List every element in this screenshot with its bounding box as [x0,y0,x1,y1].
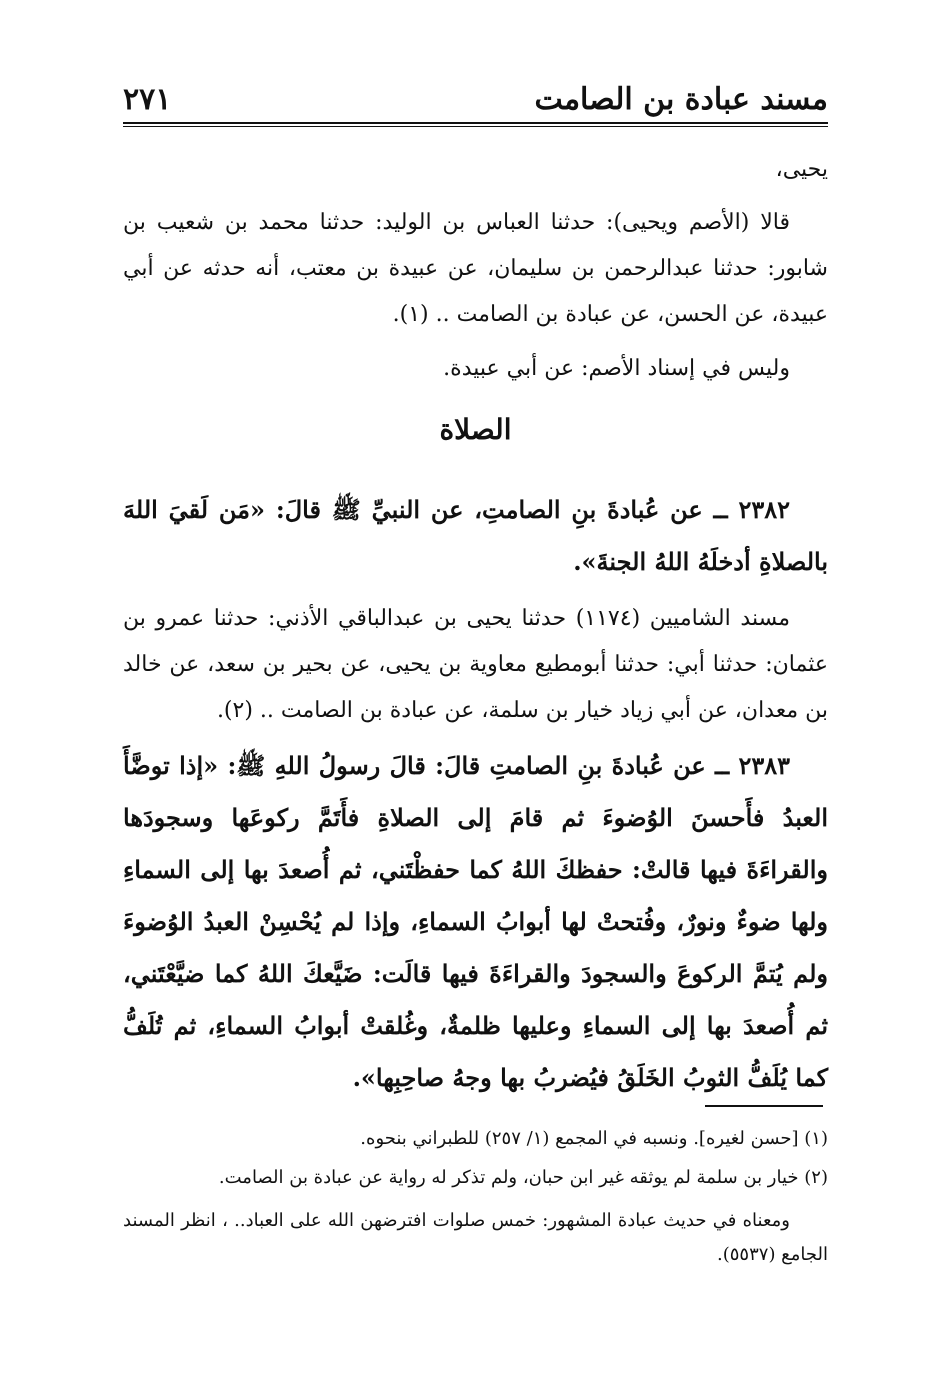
source-2382: مسند الشاميين (١١٧٤) حدثنا يحيى بن عبدالباقي الأذني: حدثنا عمرو بن عثمان: حدثنا أبي: حدثنا أبومطيع معاوية بن يحيى، عن بحير بن سعد، عن خالد بن معدان، عن أبي زياد خيار بن سلمة، عن عبادة بن الصامت .. (٢). [123,606,828,723]
page-number: ٢٧١ [123,82,172,117]
hadith-2383: ٢٣٨٣ ــ عن عُبادةَ بنِ الصامتِ قالَ: قالَ رسولُ اللهِ ﷺ: «إذا توضَّأَ العبدُ فأَحسنَ الوُضوءَ ثم قامَ إلى الصلاةِ فأَتَمَّ ركوعَها وسجودَها والقراءَةَ فيها قالتْ: حفظكَ اللهُ كما حفظْتَني، ثم أُصعدَ بها إلى السماءِ ولها ضوءٌ ونورٌ، وفُتحتْ لها أبوابُ السماءِ، وإذا لم يُحْسِنْ العبدُ الوُضوءَ ولم يُتمَّ الركوعَ والسجودَ والقراءَةَ فيها قالَت: ضَيَّعكَ اللهُ كما ضيَّعْتَني، ثم أُصعدَ بها إلى السماءِ وعليها ظلمةٌ، وغُلقتْ أبوابُ السماءِ، ثم تُلَفُّ كما يُلَفُّ الثوبُ الخَلَقُ فيُضربُ بها وجهُ صاحِبِها». [123,751,828,1092]
footnote-rule [705,1105,823,1107]
paragraph-isnad: قالا (الأصم ويحيى): حدثنا العباس بن الوليد: حدثنا محمد بن شعيب بن شابور: حدثنا عبدالرحمن بن سليمان، عن عبيدة بن معتب، أنه حدثه عن أبي عبيدة، عن الحسن، عن عبادة بن الصامت .. (١). [123,210,828,327]
footnote-2-continuation: ومعناه في حديث عبادة المشهور: خمس صلوات افترضهن الله على العباد.. ، انظر المسند الجامع (٥٥٣٧). [123,1210,828,1265]
footnote-2: (٢) خيار بن سلمة لم يوثقه غير ابن حبان، ولم تذكر له رواية عن عبادة بن الصامت. [218,1167,828,1188]
running-title: مسند عبادة بن الصامت [534,82,828,117]
footnote-1: (١) [حسن لغيره]. ونسبه في المجمع (١/ ٢٥٧) للطبراني بنحوه. [360,1128,828,1149]
header-rule [123,122,828,127]
paragraph-note: وليس في إسناد الأصم: عن أبي عبيدة. [443,356,790,381]
hadith-2382: ٢٣٨٢ ــ عن عُبادةَ بنِ الصامتِ، عن النبيِّ ﷺ قالَ: «مَن لَقيَ اللهَ بالصلاةِ أدخلَهُ اللهُ الجنةَ». [123,495,828,576]
paragraph-continuation: يحيى، [775,157,828,182]
section-heading: الصلاة [439,413,512,446]
page-header [123,80,828,120]
